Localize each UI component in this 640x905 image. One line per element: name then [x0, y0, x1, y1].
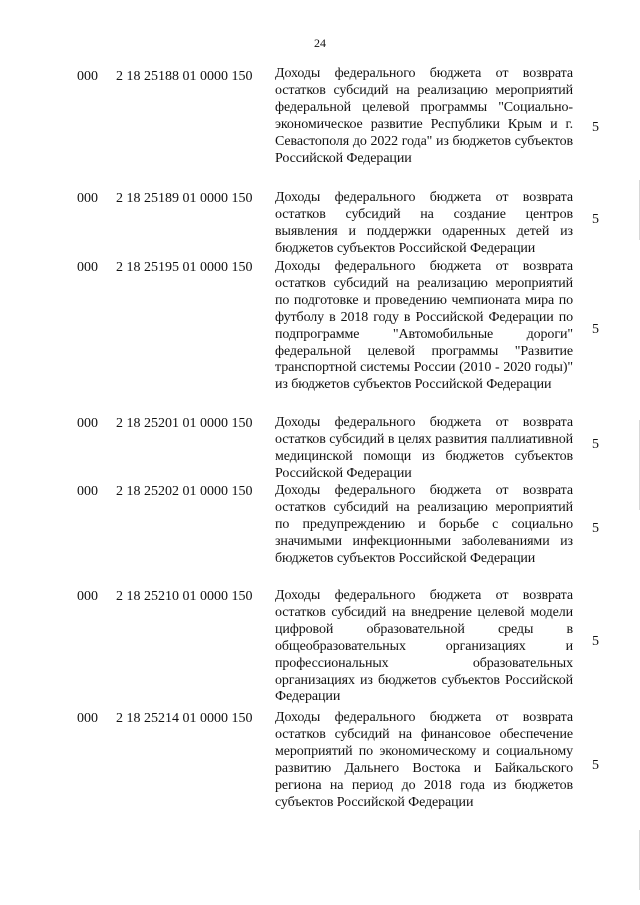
table-row	[0, 415, 640, 483]
table-row	[0, 710, 640, 832]
budget-classification-code: 2 18 25195 01 0000 150	[116, 260, 253, 275]
budget-classification-code: 2 18 25210 01 0000 150	[116, 589, 253, 604]
norm-value: 5	[592, 212, 599, 227]
table-row	[0, 483, 640, 588]
admin-code: 000	[77, 69, 98, 84]
revenue-name: Доходы федерального бюджета от возврата остатков субсидий на создание центров выявления и поддержки одаренных детей из бюджетов субъектов Российской Федерации	[275, 190, 573, 256]
admin-code: 000	[77, 711, 98, 726]
admin-code: 000	[77, 191, 98, 206]
budget-classification-code: 2 18 25201 01 0000 150	[116, 416, 253, 431]
budget-classification-code: 2 18 25188 01 0000 150	[116, 69, 253, 84]
page-number: 24	[314, 36, 326, 50]
table-row	[0, 190, 640, 259]
revenue-name: Доходы федерального бюджета от возврата остатков субсидий на реализацию мероприятий по предупреждению и борьбе с социально значимыми инфекционными заболеваниями из бюджетов субъектов Российской Федерации	[275, 483, 573, 566]
admin-code: 000	[77, 589, 98, 604]
norm-value: 5	[592, 758, 599, 773]
revenue-name: Доходы федерального бюджета от возврата остатков субсидий в целях развития паллиативной медицинской помощи из бюджетов субъектов Российской Федерации	[275, 415, 573, 481]
revenue-name: Доходы федерального бюджета от возврата остатков субсидий на реализацию мероприятий по подготовке и проведению чемпионата мира по футболу в 2018 году в Российской Федерации по подпрограмме "Автомобильные дороги" федеральной целевой программы "Развитие транспортной системы России (2010 - 2020 годы)" из бюджетов субъектов Российской Федерации	[275, 259, 573, 393]
budget-classification-code: 2 18 25189 01 0000 150	[116, 191, 253, 206]
norm-value: 5	[592, 120, 599, 135]
table-row	[0, 588, 640, 710]
revenue-name: Доходы федерального бюджета от возврата остатков субсидий на реализацию мероприятий федеральной целевой программы "Социально-экономическое развитие Республики Крым и г. Севастополя до 2022 года" из бюджетов субъектов Российской Федерации	[275, 66, 573, 166]
budget-classification-code: 2 18 25214 01 0000 150	[116, 711, 253, 726]
norm-value: 5	[592, 437, 599, 452]
admin-code: 000	[77, 484, 98, 499]
revenue-name: Доходы федерального бюджета от возврата остатков субсидий на внедрение целевой модели цифровой образовательной среды в общеобразовательных организациях и профессиональных образовательных организациях из бюджетов субъектов Российской Федерации	[275, 588, 573, 705]
revenue-table	[0, 66, 640, 832]
budget-classification-code: 2 18 25202 01 0000 150	[116, 484, 253, 499]
revenue-name: Доходы федерального бюджета от возврата остатков субсидий на финансовое обеспечение мероприятий по экономическому и социальному развитию Дальнего Востока и Байкальского региона на период до 2018 года из бюджетов субъектов Российской Федерации	[275, 710, 573, 810]
table-row	[0, 66, 640, 190]
admin-code: 000	[77, 416, 98, 431]
norm-value: 5	[592, 521, 599, 536]
norm-value: 5	[592, 322, 599, 337]
admin-code: 000	[77, 260, 98, 275]
norm-value: 5	[592, 634, 599, 649]
table-row	[0, 259, 640, 415]
